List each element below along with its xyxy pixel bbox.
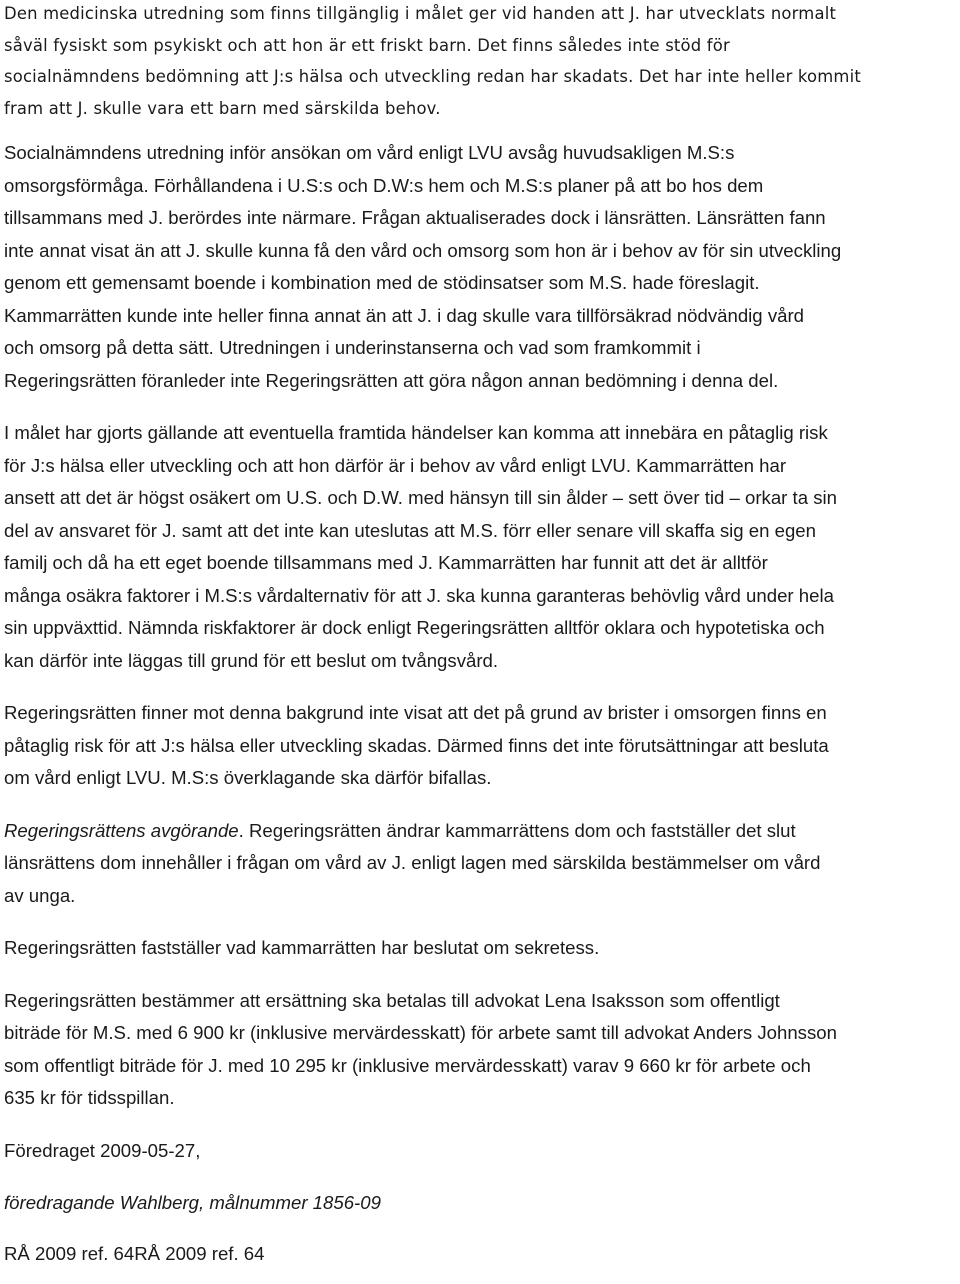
- text-line: såväl fysiskt som psykiskt och att hon är ett friskt barn. Det finns således inte stöd för: [4, 35, 730, 55]
- footer-reference: [4, 1238, 956, 1271]
- text-line: I målet har gjorts gällande att eventuella framtida händelser kan komma att innebära en påtaglig risk: [4, 422, 828, 443]
- text-line: Regeringsrätten bestämmer att ersättning ska betalas till advokat Lena Isaksson som offentligt: [4, 989, 780, 1011]
- text-line: kan därför inte läggas till grund för ett beslut om tvångsvård.: [4, 649, 499, 671]
- text-line: ansett att det är högst osäkert om U.S. och D.W. med hänsyn till sin ålder – sett över tid – orkar ta sin: [4, 487, 837, 508]
- ruling-heading: Regeringsrättens avgörande: [4, 819, 239, 841]
- text-line: familj och då ha ett eget boende tillsammans med J. Kammarrätten har funnit att det är alltför: [4, 552, 768, 573]
- text-line: genom ett gemensamt boende i kombination med de stödinsatser som M.S. hade föreslagit.: [4, 272, 760, 293]
- text-line: föredragande Wahlberg, målnummer 1856-09: [4, 1192, 381, 1213]
- paragraph-compensation: [4, 985, 956, 1115]
- text-line: Regeringsrätten fastställer vad kammarrätten har beslutat om sekretess.: [4, 937, 600, 958]
- text-line: som offentligt biträde för J. med 10 295 kr (inklusive mervärdesskatt) varav 9 660 kr för arbete och: [4, 1054, 811, 1076]
- text-line: 635 kr för tidsspillan.: [4, 1087, 175, 1108]
- text-line: Regeringsrätten finner mot denna bakgrund inte visat att det på grund av brister i omsorgen finns en: [4, 702, 827, 723]
- text-line: Föredraget 2009-05-27,: [4, 1139, 201, 1161]
- text-line: socialnämndens bedömning att J:s hälsa och utveckling redan har skadats. Det har inte heller kommit: [4, 67, 861, 86]
- text-line: del av ansvaret för J. samt att det inte kan uteslutas att M.S. förr eller senare vill skaffa sig en egen: [4, 519, 816, 541]
- text-line: och omsorg på detta sätt. Utredningen i underinstanserna och vad som framkommit i: [4, 337, 701, 358]
- text-line: för J:s hälsa eller utveckling och att hon därför är i behov av vård enligt LVU. Kammarrätten har: [4, 454, 787, 476]
- text-line: påtaglig risk för att J:s hälsa eller utveckling skadas. Därmed finns det inte förutsättningar att besluta: [4, 734, 829, 756]
- footer-text: RÅ 2009 ref. 64RÅ 2009 ref. 64: [4, 1242, 265, 1264]
- text-line: [4, 815, 956, 848]
- paragraph-future-risk: [4, 417, 956, 677]
- text-line: omsorgsförmåga. Förhållandena i U.S:s och D.W:s hem och M.S:s planer på att bo hos dem: [4, 174, 764, 196]
- text-line: länsrättens dom innehåller i frågan om vård av J. enligt lagen med särskilda bestämmelser om vård: [4, 852, 821, 873]
- text-line: sin uppväxttid. Nämnda riskfaktorer är dock enligt Regeringsrätten alltför oklara och hypotetiska och: [4, 617, 825, 638]
- text-line: inte annat visat än att J. skulle kunna få den vård och omsorg som hon är i behov av för sin utveckling: [4, 239, 842, 261]
- text-line: Socialnämndens utredning inför ansökan om vård enligt LVU avsåg huvudsakligen M.S:s: [4, 142, 735, 163]
- paragraph-presented-date: [4, 1135, 956, 1168]
- text-line: av unga.: [4, 884, 76, 906]
- ruling-text: . Regeringsrätten ändrar kammarrättens dom och fastställer det slut: [238, 819, 796, 841]
- text-line: biträde för M.S. med 6 900 kr (inklusive mervärdesskatt) för arbete samt till advokat Anders Johnsson: [4, 1022, 837, 1043]
- text-line: Regeringsrätten föranleder inte Regeringsrätten att göra någon annan bedömning i denna del.: [4, 369, 779, 391]
- paragraph-social-investigation: [4, 137, 956, 397]
- document-page: [4, 0, 956, 1270]
- paragraph-medical-investigation: [4, 0, 956, 124]
- text-line: om vård enligt LVU. M.S:s överklagande ska därför bifallas.: [4, 767, 492, 788]
- text-line: många osäkra faktorer i M.S:s vårdalternativ för att J. ska kunna garanteras behövlig vård under hela: [4, 584, 834, 606]
- paragraph-secrecy: [4, 932, 956, 965]
- paragraph-ruling: [4, 815, 956, 913]
- text-line: Den medicinska utredning som finns tillgänglig i målet ger vid handen att J. har utvecklats normalt: [4, 4, 837, 23]
- paragraph-rapporteur: [4, 1187, 956, 1220]
- text-line: tillsammans med J. berördes inte närmare. Frågan aktualiserades dock i länsrätten. Länsrätten fann: [4, 207, 826, 228]
- paragraph-conclusion: [4, 697, 956, 795]
- text-line: Kammarrätten kunde inte heller finna annat än att J. i dag skulle vara tillförsäkrad nödvändig vård: [4, 304, 804, 326]
- text-line: fram att J. skulle vara ett barn med särskilda behov.: [4, 98, 441, 118]
